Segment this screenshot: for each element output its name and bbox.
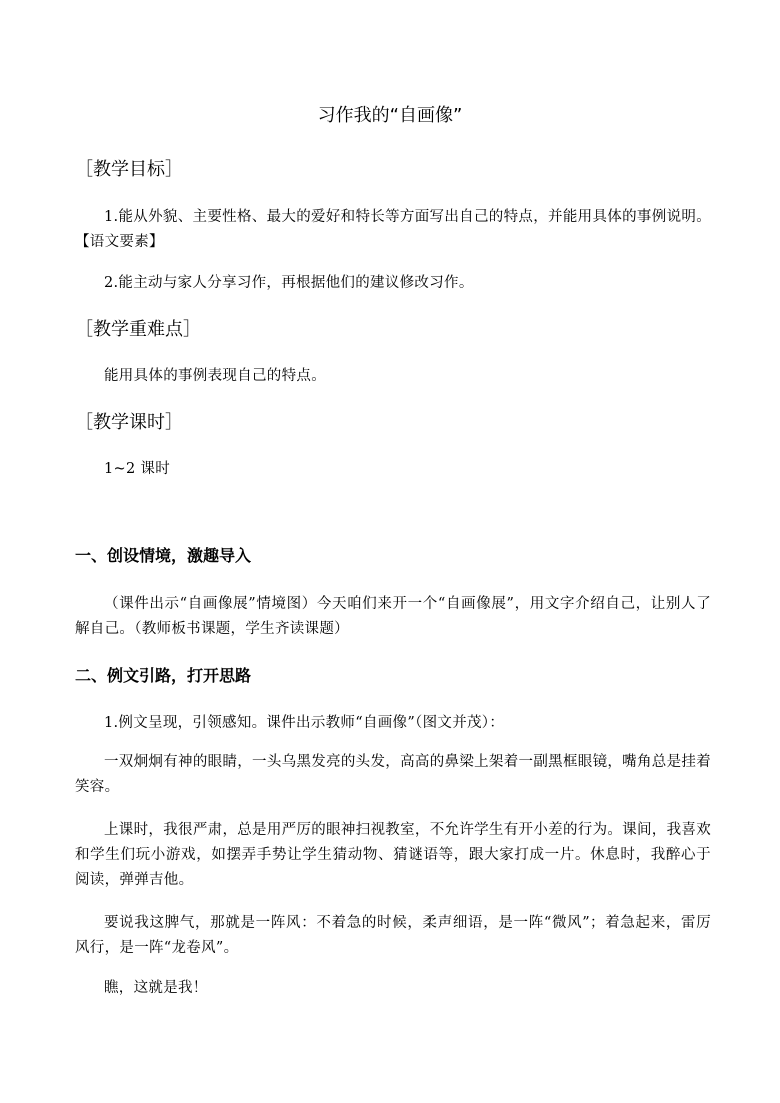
key-points-heading: ［教学重难点］ <box>75 319 201 340</box>
objectives-heading: ［教学目标］ <box>75 159 183 180</box>
section2-paragraph-2: 一双炯炯有神的眼睛，一头乌黑发亮的头发，高高的鼻梁上架着一副黑框眼镜，嘴角总是挂着笑容。 <box>75 754 711 795</box>
class-hours-heading: ［教学课时］ <box>75 412 183 433</box>
section1-paragraph: （课件出示“自画像展”情境图）今天咱们来开一个“自画像展”，用文字介绍自己，让别人了解自己。（教师板书课题，学生齐读课题） <box>75 596 711 637</box>
objective-item-2: 2.能主动与家人分享习作，再根据他们的建议修改习作。 <box>104 275 474 291</box>
section2-paragraph-3: 上课时，我很严肃，总是用严厉的眼神扫视教室，不允许学生有开小差的行为。课间，我喜欢和学生们玩小游戏，如摆弄手势让学生猜动物、猜谜语等，跟大家打成一片。休息时，我醉心于阅读，弹弹吉他。 <box>75 822 711 888</box>
document-title: 习作我的“自画像” <box>317 105 463 126</box>
section2-paragraph-1: 1.例文呈现，引领感知。课件出示教师“自画像”（图文并茂）： <box>104 715 505 731</box>
class-hours-text: 1~2 课时 <box>104 461 171 477</box>
section2-heading: 二、例文引路，打开思路 <box>75 666 252 685</box>
key-points-text: 能用具体的事例表现自己的特点。 <box>104 368 326 384</box>
objective-item-1: 1.能从外貌、主要性格、最大的爱好和特长等方面写出自己的特点，并能用具体的事例说明。【语文要素】 <box>75 209 711 250</box>
section1-heading: 一、创设情境，激趣导入 <box>75 546 252 565</box>
section2-paragraph-5: 瞧，这就是我！ <box>104 980 208 996</box>
section2-paragraph-4: 要说我这脾气，那就是一阵风：不着急的时候，柔声细语，是一阵“微风”；着急起来，雷厉风行，是一阵“龙卷风”。 <box>75 915 711 956</box>
